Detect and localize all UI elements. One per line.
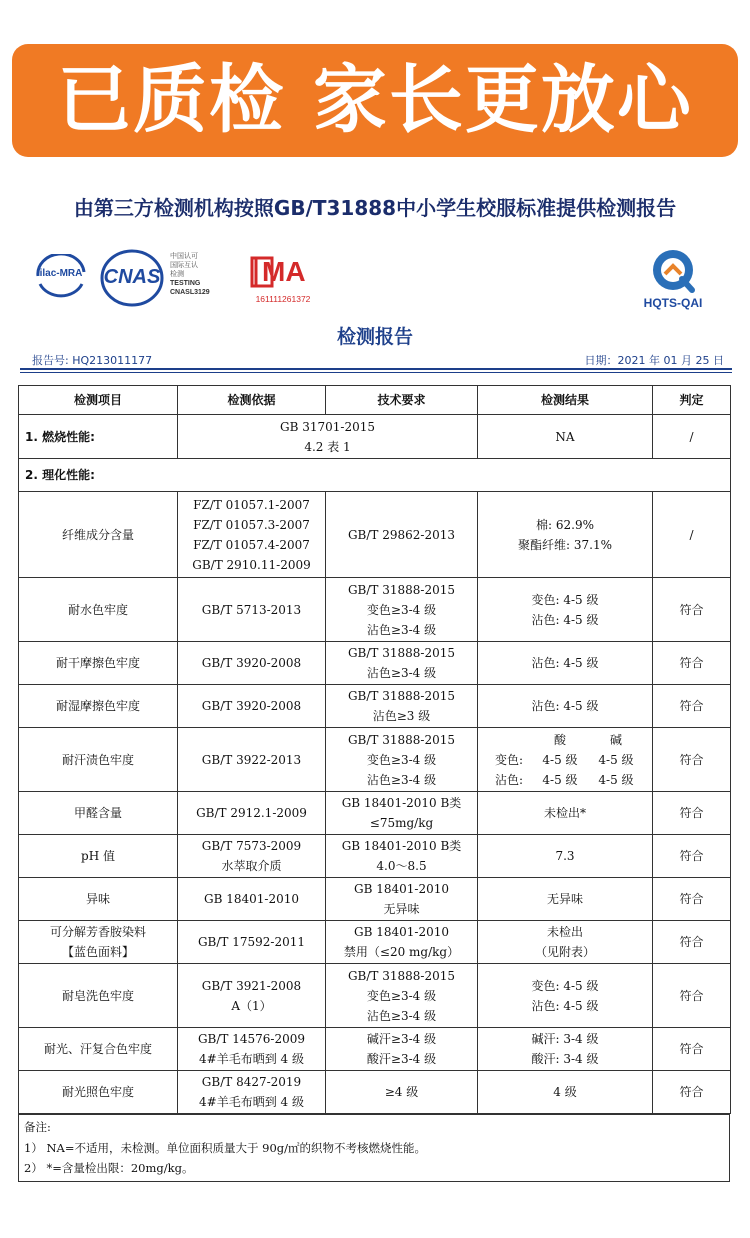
cell-basis: GB/T 17592-2011 xyxy=(178,921,326,964)
cell-verdict: 符合 xyxy=(653,921,731,964)
grid-cell: 4-5 级 xyxy=(542,752,578,767)
section-label: 2. 理化性能: xyxy=(19,459,731,492)
cell-result: 变色: 4-5 级 沾色: 4-5 级 xyxy=(478,964,653,1028)
cell-verdict: 符合 xyxy=(653,835,731,878)
table-row xyxy=(19,578,731,642)
cell-verdict: 符合 xyxy=(653,728,731,792)
note-line: 2） *=含量检出限：20mg/kg。 xyxy=(24,1161,194,1175)
cell-verdict: / xyxy=(653,492,731,578)
report-number: 报告号: HQ213011177 xyxy=(32,354,153,367)
cell-result: 无异味 xyxy=(478,878,653,921)
cell-basis: GB/T 3920-2008 xyxy=(178,685,326,728)
cell-result: 沾色: 4-5 级 xyxy=(478,642,653,685)
cell-basis: GB/T 7573-2009 水萃取介质 xyxy=(178,835,326,878)
cell-req: GB 18401-2010 B类 4.0～8.5 xyxy=(326,835,478,878)
cell-basis: GB/T 3921-2008 A（1） xyxy=(178,964,326,1028)
cell-req: GB 18401-2010 禁用（≤20 mg/kg） xyxy=(326,921,478,964)
grid-cell: 4-5 级 xyxy=(598,752,634,767)
col-header: 检测项目 xyxy=(19,386,178,415)
cell-basis: GB 31701-2015 4.2 表 1 xyxy=(178,415,478,459)
header-rule-thin xyxy=(20,372,732,373)
cell-item: pH 值 xyxy=(19,835,178,878)
cma-number: 161111261372 xyxy=(255,294,311,304)
col-header: 技术要求 xyxy=(326,386,478,415)
cell-item: 耐干摩擦色牢度 xyxy=(19,642,178,685)
subtitle: 由第三方检测机构按照GB/T31888中小学生校服标准提供检测报告 xyxy=(73,196,677,220)
cell-item: 耐水色牢度 xyxy=(19,578,178,642)
cell-basis: GB/T 3922-2013 xyxy=(178,728,326,792)
cell-result: 棉: 62.9% 聚酯纤维: 37.1% xyxy=(478,492,653,578)
table-row xyxy=(19,728,731,792)
cell-verdict: 符合 xyxy=(653,642,731,685)
table-row xyxy=(19,415,731,459)
cell-result: 未检出* xyxy=(478,792,653,835)
cnas-caption xyxy=(170,252,210,297)
cell-item: 耐汗渍色牢度 xyxy=(19,728,178,792)
grid-cell xyxy=(486,730,532,750)
cell-item: 纤维成分含量 xyxy=(19,492,178,578)
cell-result: 变色: 4-5 级 沾色: 4-5 级 xyxy=(478,578,653,642)
cell-req: GB/T 29862-2013 xyxy=(326,492,478,578)
banner-title: 已质检 家长更放心 xyxy=(57,57,693,143)
table-row xyxy=(19,1071,731,1114)
table-row xyxy=(19,492,731,578)
ilac-text: ilac-MRA xyxy=(39,268,83,279)
cell-verdict: 符合 xyxy=(653,792,731,835)
table-row xyxy=(19,685,731,728)
cma-text: MA xyxy=(262,256,306,287)
cell-item: 耐光照色牢度 xyxy=(19,1071,178,1114)
cell-verdict: 符合 xyxy=(653,1071,731,1114)
cnas-line: TESTING xyxy=(170,280,201,287)
report-title: 检测报告 xyxy=(336,326,413,348)
cell-result xyxy=(478,728,653,792)
table-header-row xyxy=(19,386,731,415)
cell-verdict: / xyxy=(653,415,731,459)
cell-verdict: 符合 xyxy=(653,1028,731,1071)
ilac-mra-logo xyxy=(32,254,90,300)
notes-title: 备注: xyxy=(24,1120,51,1134)
cell-req: GB 18401-2010 B类 ≤75mg/kg xyxy=(326,792,478,835)
table-row xyxy=(19,792,731,835)
cell-req: GB/T 31888-2015 沾色≥3 级 xyxy=(326,685,478,728)
col-header: 判定 xyxy=(653,386,731,415)
hqts-text: HQTS-QAI xyxy=(643,296,703,310)
acid-alkali-grid xyxy=(481,730,649,790)
cell-result: 未检出 （见附表） xyxy=(478,921,653,964)
cell-req: ≥4 级 xyxy=(326,1071,478,1114)
table-row xyxy=(19,964,731,1028)
table-row xyxy=(19,1028,731,1071)
cell-basis: FZ/T 01057.1-2007 FZ/T 01057.3-2007 FZ/T 01057.4-2007 GB/T 2910.11-2009 xyxy=(178,492,326,578)
grid-cell: 4-5 级 xyxy=(542,772,578,787)
cell-req: GB/T 31888-2015 变色≥3-4 级 沾色≥3-4 级 xyxy=(326,728,478,792)
grid-cell: 4-5 级 xyxy=(598,772,634,787)
cnas-text: CNAS xyxy=(103,266,161,288)
grid-cell: 酸 xyxy=(553,732,566,747)
table-row xyxy=(19,878,731,921)
test-report-table xyxy=(18,385,731,1114)
cell-basis: GB 18401-2010 xyxy=(178,878,326,921)
cell-result: NA xyxy=(478,415,653,459)
cell-verdict: 符合 xyxy=(653,964,731,1028)
cell-result: 碱汗: 3-4 级 酸汗: 3-4 级 xyxy=(478,1028,653,1071)
cell-basis: GB/T 14576-2009 4#羊毛布晒到 4 级 xyxy=(178,1028,326,1071)
col-header: 检测结果 xyxy=(478,386,653,415)
cnas-line: 检测 xyxy=(170,271,184,278)
cell-req: GB/T 31888-2015 变色≥3-4 级 沾色≥3-4 级 xyxy=(326,578,478,642)
cell-result: 7.3 xyxy=(478,835,653,878)
cell-item: 耐湿摩擦色牢度 xyxy=(19,685,178,728)
cell-item: 耐光、汗复合色牢度 xyxy=(19,1028,178,1071)
table-row xyxy=(19,459,731,492)
table-row xyxy=(19,921,731,964)
grid-cell: 沾色: xyxy=(494,772,524,787)
cnas-logo xyxy=(100,248,164,308)
cell-result: 4 级 xyxy=(478,1071,653,1114)
cnas-line: CNASL3129 xyxy=(170,289,210,296)
cell-basis: GB/T 3920-2008 xyxy=(178,642,326,685)
logo-row xyxy=(0,240,750,320)
cell-basis: GB/T 2912.1-2009 xyxy=(178,792,326,835)
cell-verdict: 符合 xyxy=(653,878,731,921)
cell-basis: GB/T 5713-2013 xyxy=(178,578,326,642)
hqts-logo xyxy=(628,246,718,316)
cnas-line: 国际互认 xyxy=(170,262,198,269)
banner xyxy=(12,44,738,157)
header-rule xyxy=(20,368,732,370)
cell-req: GB 18401-2010 无异味 xyxy=(326,878,478,921)
table-row xyxy=(19,642,731,685)
report-date: 日期：2021 年 01 月 25 日 xyxy=(584,354,724,367)
cell-item: 甲醛含量 xyxy=(19,792,178,835)
grid-cell: 变色: xyxy=(494,752,524,767)
cell-item: 异味 xyxy=(19,878,178,921)
cell-item: 耐皂洗色牢度 xyxy=(19,964,178,1028)
cma-logo xyxy=(248,254,318,314)
notes-box xyxy=(18,1114,730,1182)
table-row xyxy=(19,835,731,878)
section-label: 1. 燃烧性能: xyxy=(19,415,178,459)
cell-basis: GB/T 8427-2019 4#羊毛布晒到 4 级 xyxy=(178,1071,326,1114)
cell-req: GB/T 31888-2015 变色≥3-4 级 沾色≥3-4 级 xyxy=(326,964,478,1028)
cnas-line: 中国认可 xyxy=(170,253,198,260)
cell-verdict: 符合 xyxy=(653,578,731,642)
grid-cell: 碱 xyxy=(609,732,622,747)
cell-result: 沾色: 4-5 级 xyxy=(478,685,653,728)
cell-req: 碱汗≥3-4 级 酸汗≥3-4 级 xyxy=(326,1028,478,1071)
col-header: 检测依据 xyxy=(178,386,326,415)
cell-item: 可分解芳香胺染料 【蓝色面料】 xyxy=(19,921,178,964)
cell-req: GB/T 31888-2015 沾色≥3-4 级 xyxy=(326,642,478,685)
cell-verdict: 符合 xyxy=(653,685,731,728)
note-line: 1） NA=不适用，未检测。单位面积质量大于 90g/㎡的织物不考核燃烧性能。 xyxy=(24,1141,426,1155)
